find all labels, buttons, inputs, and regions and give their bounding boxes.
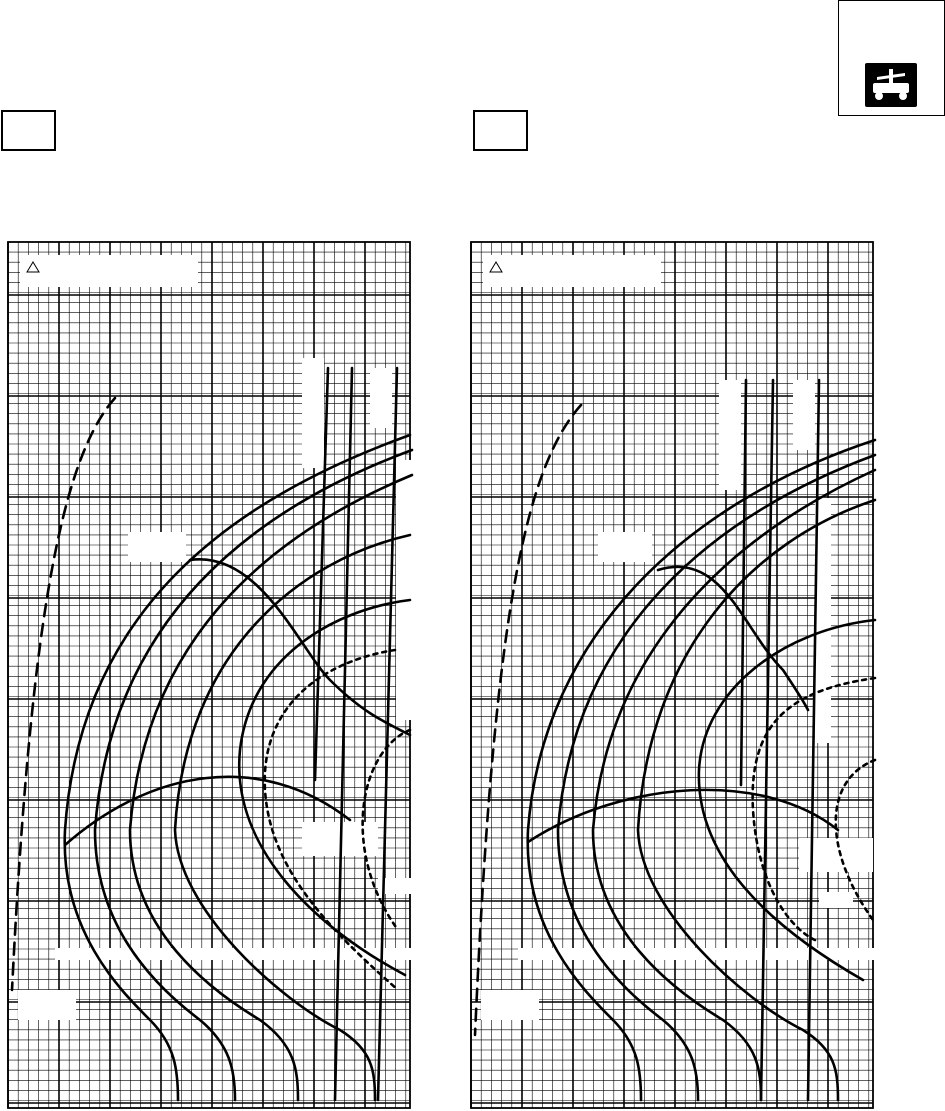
- chart-frame: [8, 242, 410, 1108]
- right-chart: [463, 230, 945, 1111]
- aircraft-tow-icon: [865, 63, 917, 107]
- grid: [8, 242, 410, 1108]
- chart-frame: [471, 242, 873, 1108]
- grid: [471, 242, 873, 1108]
- dashed-curve: [475, 405, 581, 1035]
- solid-curve-3: [593, 470, 875, 1100]
- label-box: [481, 990, 539, 1020]
- left-chart-label-box: [1, 110, 56, 151]
- vertical-line-3: [378, 368, 397, 1100]
- label-box: [793, 380, 815, 450]
- label-box: [483, 255, 661, 287]
- label-box: [598, 532, 652, 562]
- label-box: [799, 838, 873, 872]
- label-box: [396, 460, 412, 720]
- left-chart: [0, 230, 470, 1111]
- label-box: [518, 948, 878, 960]
- label-box: [128, 532, 186, 562]
- document-logo-box: [838, 0, 945, 116]
- label-box: [819, 892, 853, 908]
- label-box: [18, 990, 76, 1020]
- label-box: [719, 380, 741, 490]
- label-box: [20, 255, 198, 287]
- right-chart-label-box: [473, 110, 528, 151]
- label-box: [302, 358, 324, 468]
- vertical-line-2: [335, 368, 352, 1100]
- label-box: [370, 368, 392, 428]
